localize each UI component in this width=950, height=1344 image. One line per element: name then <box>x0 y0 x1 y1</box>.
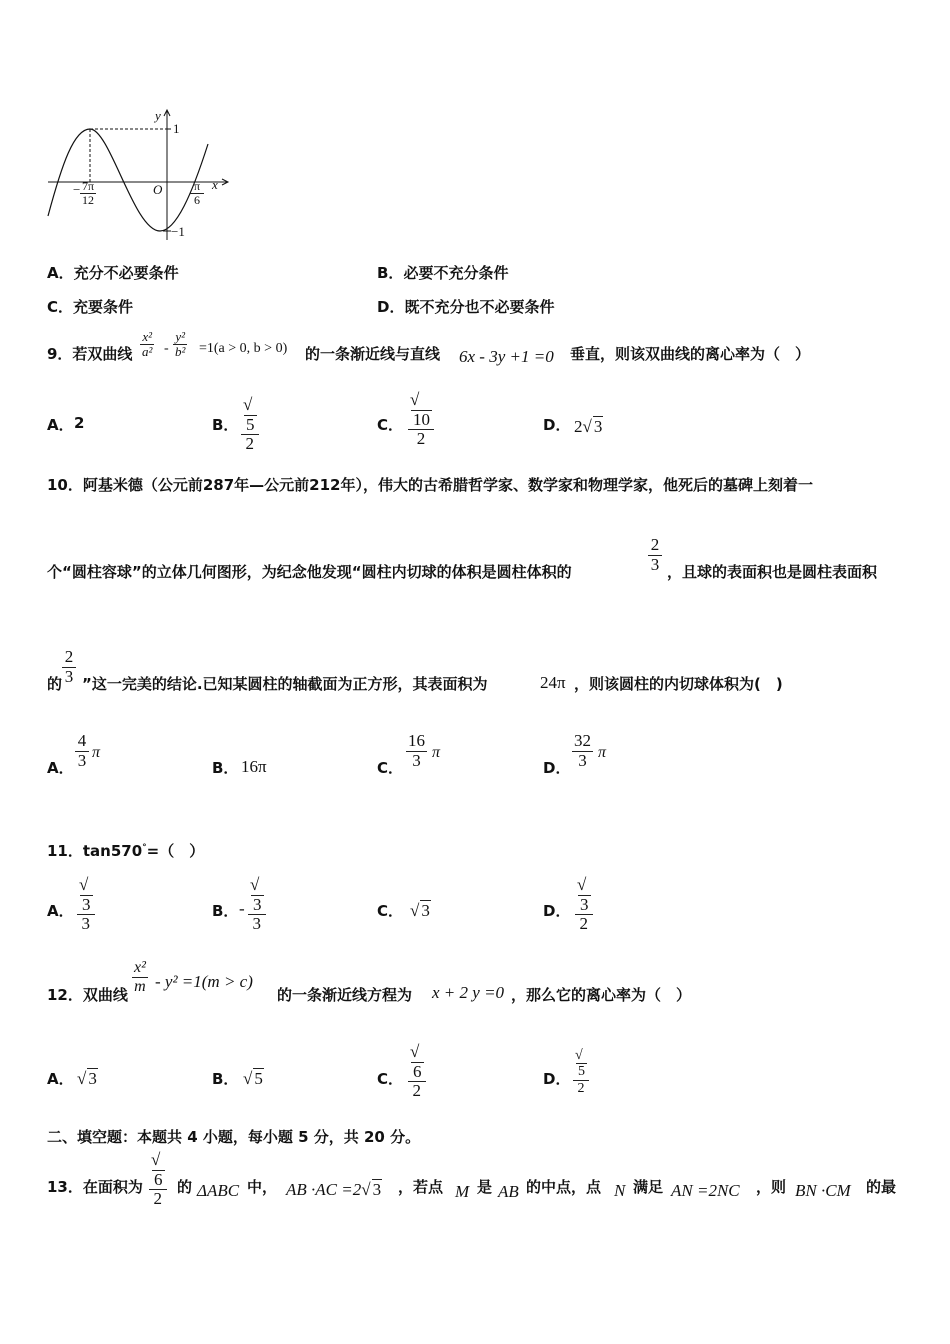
q13-dot-product: AB ·AC =2√ 3 <box>286 1180 382 1199</box>
q13-point-m: M <box>455 1182 470 1201</box>
q13-bn-cm: BN ·CM <box>795 1181 851 1200</box>
graph-x-label: x <box>212 177 218 192</box>
section-2-heading: 二、填空题：本题共 4 小题，每小题 5 分，共 20 分。 <box>47 1128 421 1146</box>
graph-tick-left: 7π 12 <box>82 179 95 208</box>
q11-option-c-label[interactable]: C． <box>377 902 404 920</box>
q8-option-c[interactable]: C．充要条件 <box>47 298 134 316</box>
q13-point-n: N <box>614 1181 626 1200</box>
q11-option-b-label[interactable]: B． <box>212 902 239 920</box>
q12-stem-prefix: 12．双曲线 <box>47 986 128 1004</box>
q13-an-eq: AN =2NC <box>671 1181 740 1200</box>
q13-triangle: ΔABC <box>197 1181 240 1200</box>
q10-line3a: 的 <box>47 675 63 693</box>
q11-option-b-sign: - <box>239 899 245 918</box>
q13-t3: ，若点 <box>398 1178 444 1196</box>
q10-option-a-label[interactable]: A． <box>47 759 74 777</box>
q9-line-eq: 6x - 3y +1 =0 <box>459 347 554 366</box>
graph-tick-bottom: −1 <box>171 224 185 239</box>
q9-option-c-frac: √ 10 2 <box>408 391 434 449</box>
graph-tick-right: π 6 <box>190 180 204 207</box>
q11-option-d-label[interactable]: D． <box>543 902 571 920</box>
q12-line-eq: x + 2 y =0 <box>432 983 505 1002</box>
q10-line2a: 个“圆柱容球”的立体几何图形，为纪念他发现“圆柱内切球的体积是圆柱体积的 <box>47 563 572 581</box>
q13-t2: 中， <box>247 1178 278 1196</box>
q13-t1: 的 <box>177 1178 193 1196</box>
q9-option-a-value: 2 <box>74 414 85 432</box>
q11-option-a-label[interactable]: A． <box>47 902 74 920</box>
graph-origin: O <box>153 182 163 197</box>
q11-stem: 11．tan570°=（ ） <box>47 842 205 860</box>
q9-frac-y2-b2: y² b² <box>175 329 186 360</box>
graph-tick-left-sign: − <box>73 182 81 197</box>
q12-frac-x2-m: x² m <box>134 959 146 995</box>
q10-option-c-frac: 16 3 <box>408 731 425 770</box>
sine-curve <box>48 129 208 231</box>
q12-stem-suffix: ，那么它的离心率为（ ） <box>511 986 692 1004</box>
q9-stem-middle: 的一条渐近线与直线 <box>305 345 441 363</box>
q10-line1: 10．阿基米德（公元前287年—公元前212年），伟大的古希腊哲学家、数学家和物理学家，他死后的墓碑上刻着一 <box>47 476 814 494</box>
q10-line2b: ，且球的表面积也是圆柱表面积 <box>667 563 878 581</box>
q11-option-a-frac: √ 3 3 <box>77 876 95 934</box>
q10-line3b: ”这一完美的结论.已知某圆柱的轴截面为正方形，其表面积为 <box>82 675 488 693</box>
q12-option-b-value: √ 5 <box>243 1069 263 1088</box>
q11-option-d-frac: √ 3 2 <box>575 876 593 934</box>
q13-prefix: 13．在面积为 <box>47 1178 143 1196</box>
q10-option-c-pi: π <box>432 744 441 761</box>
sine-graph <box>44 104 234 244</box>
q12-option-c-frac: √ 6 2 <box>408 1043 426 1101</box>
q12-option-a-label[interactable]: A． <box>47 1070 74 1088</box>
q8-option-b[interactable]: B．必要不充分条件 <box>377 264 509 282</box>
q10-option-a-pi: π <box>92 744 101 761</box>
q11-option-b-frac: √ 3 3 <box>248 876 266 934</box>
q13-area-frac: √ 6 2 <box>149 1151 167 1209</box>
q13-segment-ab: AB <box>498 1182 519 1201</box>
q10-option-b-value: 16π <box>241 757 267 776</box>
q12-option-c-label[interactable]: C． <box>377 1070 404 1088</box>
graph-tick-top: 1 <box>173 121 180 136</box>
q10-line3c: ，则该圆柱的内切球体积为( ) <box>574 675 783 693</box>
q13-t6: 满足 <box>633 1178 664 1196</box>
q9-option-a-label[interactable]: A． <box>47 416 74 434</box>
q9-frac-x2-a2: x² a² <box>142 329 153 360</box>
q12-option-a-value: √ 3 <box>77 1069 97 1088</box>
q13-t5: 的中点，点 <box>526 1178 602 1196</box>
graph-y-label: y <box>155 108 161 123</box>
q11-option-c-value: √ 3 <box>410 901 430 920</box>
q12-stem-middle: 的一条渐近线方程为 <box>277 986 413 1004</box>
q12-option-b-label[interactable]: B． <box>212 1070 239 1088</box>
q10-area: 24π <box>540 673 566 692</box>
q10-frac-2-3-b: 2 3 <box>62 648 76 686</box>
q12-option-d-label[interactable]: D． <box>543 1070 571 1088</box>
q9-option-c-label[interactable]: C． <box>377 416 404 434</box>
q9-eq-rest: =1(a > 0, b > 0) <box>199 341 288 356</box>
q10-option-b-label[interactable]: B． <box>212 759 239 777</box>
q12-option-d-frac: √ 5 2 <box>573 1048 589 1096</box>
q8-option-d[interactable]: D．既不充分也不必要条件 <box>377 298 555 316</box>
q9-eq-minus: - <box>164 341 169 356</box>
q8-option-a[interactable]: A．充分不必要条件 <box>47 264 179 282</box>
q10-option-d-label[interactable]: D． <box>543 759 571 777</box>
q10-frac-2-3-a: 2 3 <box>648 536 662 574</box>
q10-option-d-frac: 32 3 <box>574 731 591 770</box>
q9-stem-prefix: 9．若双曲线 <box>47 345 133 363</box>
q13-t4: 是 <box>477 1178 493 1196</box>
q10-option-a-frac: 4 3 <box>75 732 89 770</box>
q9-option-d-value: 2√ 3 <box>574 417 603 436</box>
q12-eq-rest: - y² =1(m > c) <box>155 972 253 991</box>
q10-option-d-pi: π <box>598 744 607 761</box>
q10-option-c-label[interactable]: C． <box>377 759 404 777</box>
q13-t7: ，则 <box>756 1178 787 1196</box>
q9-option-b-label[interactable]: B． <box>212 416 239 434</box>
q9-stem-suffix: 垂直，则该双曲线的离心率为（ ） <box>570 345 811 363</box>
q13-t8: 的最 <box>866 1178 897 1196</box>
q9-option-d-label[interactable]: D． <box>543 416 571 434</box>
q9-option-b-frac: √ 5 2 <box>241 396 259 454</box>
